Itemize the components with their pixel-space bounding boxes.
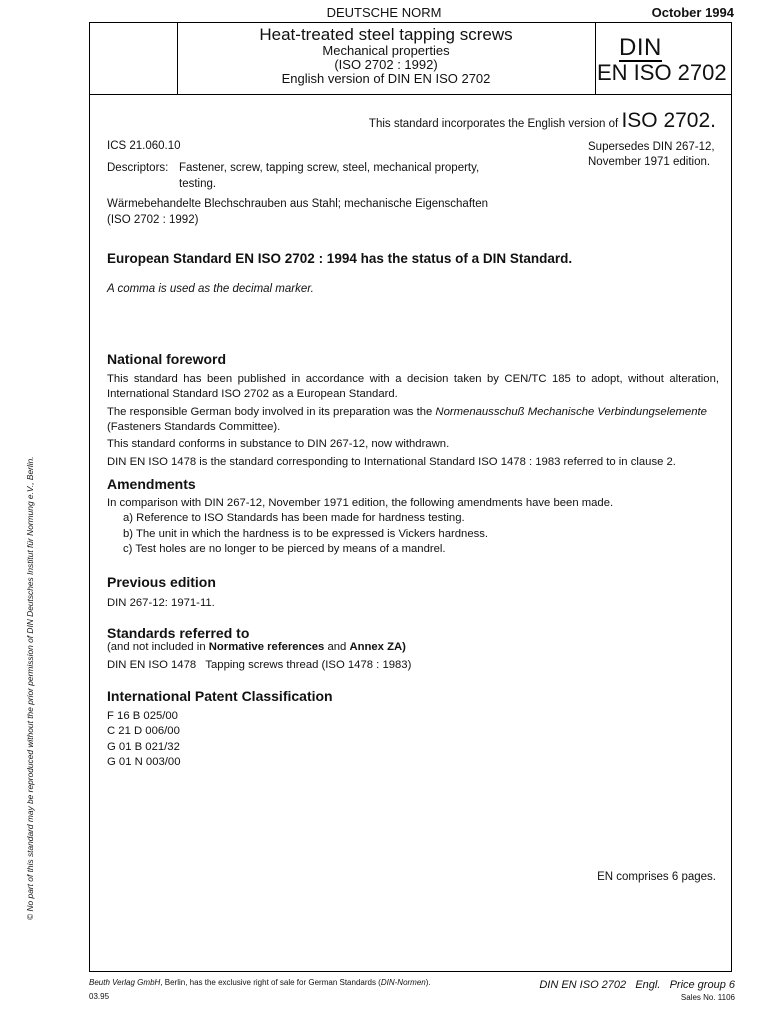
amendments-intro: In comparison with DIN 267-12, November 1971 edition, the following amendments have been made. [107, 497, 614, 509]
title-block [179, 26, 593, 86]
publication-date: October 1994 [651, 5, 734, 20]
ipc-code: F 16 B 025/00 [107, 710, 178, 722]
publisher-din-normen: DIN-Normen [380, 978, 426, 987]
note-normative-references: Normative references [208, 641, 325, 653]
foreword-p2-committee: Normenausschuß Mechanische Verbindungselemente [435, 405, 707, 418]
document-subtitle: Mechanical properties [322, 43, 450, 59]
descriptors-line-1: Fastener, screw, tapping screw, steel, mechanical property, [179, 162, 480, 174]
din-logo-text: DIN [619, 34, 662, 61]
incorporation-note [369, 109, 716, 133]
foreword-paragraph-4: DIN EN ISO 1478 is the standard corresponding to International Standard ISO 1478 : 1983 referred to in clause 2. [107, 455, 676, 468]
footer-reference: DIN EN ISO 2702 Engl. Price group 6 [539, 979, 735, 991]
standards-referred-note [107, 640, 719, 655]
note-annex: Annex ZA) [349, 641, 406, 653]
status-heading: European Standard EN ISO 2702 : 1994 has the status of a DIN Standard. [107, 251, 573, 266]
ipc-code: G 01 N 003/00 [107, 756, 181, 769]
previous-edition-heading: Previous edition [107, 574, 216, 590]
incorporation-text: This standard incorporates the English version of [368, 118, 619, 130]
foreword-paragraph-1: This standard has been published in accordance with a decision taken by CEN/TC 185 to adopt, without alteration, International Standard ISO 2702 as a European Standard. [107, 373, 719, 401]
publisher-end: ). [425, 978, 431, 987]
foreword-paragraph-2 [107, 405, 719, 436]
foreword-paragraph-3: This standard conforms in substance to DIN 267-12, now withdrawn. [107, 438, 450, 451]
din-logo [619, 34, 662, 62]
incorporation-iso: ISO 2702. [621, 109, 716, 132]
note-text-a: (and not included in [107, 641, 206, 653]
decimal-note: A comma is used as the decimal marker. [107, 283, 314, 295]
national-foreword-body [107, 372, 719, 470]
german-title-line-1: Wärmebehandelte Blechschrauben aus Stahl; mechanische Eigenschaften [107, 198, 489, 210]
amendment-item: a) Reference to ISO Standards has been made for hardness testing. [123, 512, 465, 525]
amendment-item: b) The unit in which the hardness is to be expressed is Vickers hardness. [123, 527, 489, 540]
previous-edition-text: DIN 267-12: 1971-11. [107, 597, 215, 609]
descriptors [179, 161, 539, 192]
header-left-divider [177, 22, 178, 94]
standards-referred-item: DIN EN ISO 1478 Tapping screws thread (ISO 1478 : 1983) [107, 659, 412, 671]
foreword-p2-text-a: The responsible German body involved in its preparation was the [107, 405, 433, 418]
copyright-notice: © No part of this standard may be reproduced without the prior permission of DIN Deutsches Institut für Normung e.V., Berlin. [25, 456, 35, 920]
amendments-heading: Amendments [107, 476, 196, 492]
publisher-note [89, 978, 431, 987]
german-title [107, 197, 719, 228]
sales-number: Sales No. 1106 [680, 993, 735, 1002]
descriptors-label: Descriptors: [107, 162, 169, 174]
standard-code: EN ISO 2702 [597, 60, 727, 85]
supersedes-line-1: Supersedes DIN 267-12, [588, 141, 715, 153]
note-text-c: and [327, 641, 347, 653]
ipc-code: C 21 D 006/00 [107, 725, 180, 738]
descriptors-line-2: testing. [179, 177, 217, 190]
amendments-body [107, 496, 719, 557]
header-right-divider [595, 22, 596, 94]
ipc-list [107, 709, 719, 770]
publisher-text: , Berlin, has the exclusive right of sale for German Standards ( [160, 978, 381, 987]
supersedes-line-2: November 1971 edition. [588, 155, 711, 168]
ics-code: ICS 21.060.10 [107, 140, 181, 152]
standards-referred-heading: Standards referred to [107, 625, 250, 641]
footer-code: 03.95 [89, 992, 110, 1001]
publisher-name: Beuth Verlag GmbH [89, 978, 161, 987]
national-foreword-heading: National foreword [107, 351, 227, 367]
amendment-item: c) Test holes are no longer to be pierced by means of a mandrel. [123, 543, 446, 556]
header-divider [89, 94, 732, 95]
pages-note: EN comprises 6 pages. [597, 871, 716, 883]
norm-label: DEUTSCHE NORM [326, 5, 442, 20]
iso-reference: (ISO 2702 : 1992) [334, 57, 438, 73]
document-title: Heat-treated steel tapping screws [259, 25, 513, 44]
german-title-line-2: (ISO 2702 : 1992) [107, 213, 199, 226]
ipc-heading: International Patent Classification [107, 688, 333, 704]
english-version-note: English version of DIN EN ISO 2702 [281, 71, 491, 87]
foreword-p2-text-b: (Fasteners Standards Committee). [107, 421, 281, 434]
supersedes-note [588, 140, 715, 170]
ipc-code: G 01 B 021/32 [107, 740, 180, 753]
